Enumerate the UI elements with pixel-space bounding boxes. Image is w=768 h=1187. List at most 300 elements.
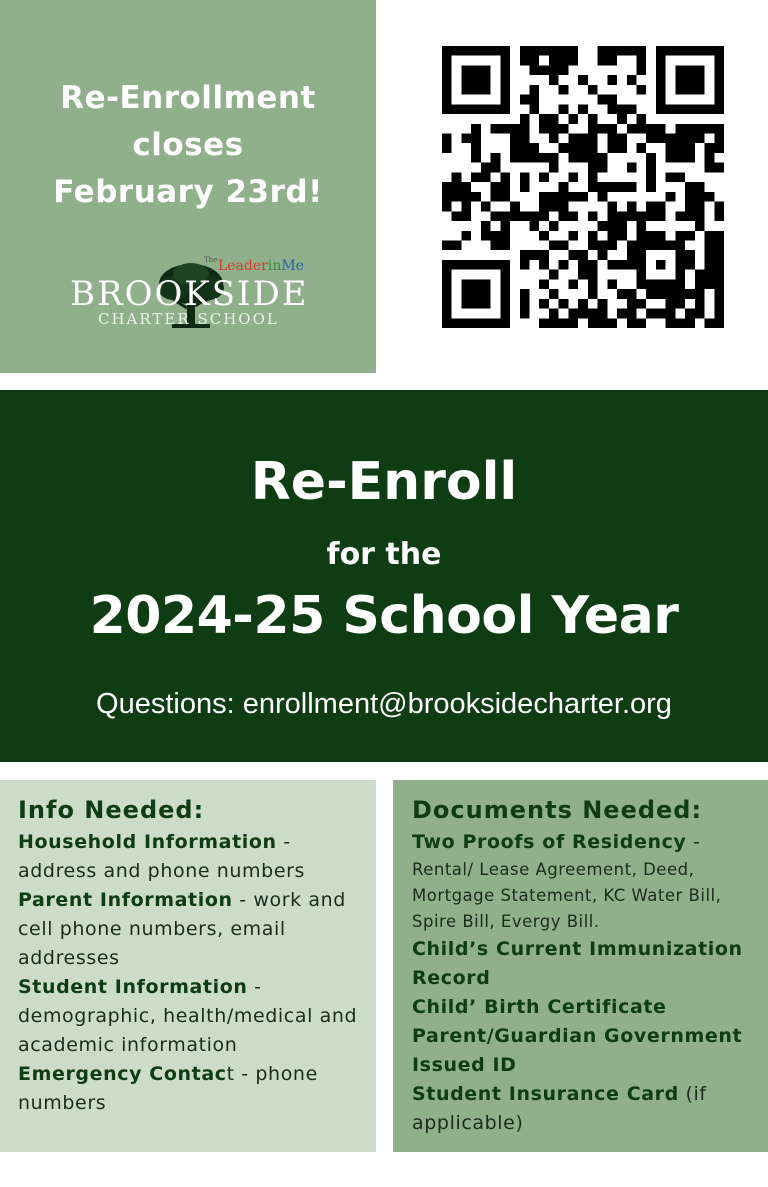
qr-module	[500, 46, 510, 56]
qr-module	[685, 153, 695, 163]
qr-module	[452, 192, 462, 202]
qr-module	[666, 289, 676, 299]
qr-module	[481, 46, 491, 56]
qr-module	[598, 318, 608, 328]
qr-module	[559, 104, 569, 114]
qr-module	[461, 134, 471, 144]
qr-module	[675, 172, 685, 182]
qr-module	[520, 124, 530, 134]
qr-module	[656, 289, 666, 299]
qr-module	[500, 318, 510, 328]
qr-module	[500, 65, 510, 75]
qr-module	[705, 153, 715, 163]
qr-module	[549, 124, 559, 134]
qr-module	[568, 231, 578, 241]
qr-module	[685, 124, 695, 134]
banner-school-year: 2024-25 School Year	[89, 586, 679, 646]
qr-module	[636, 250, 646, 260]
qr-module	[491, 46, 501, 56]
qr-module	[705, 46, 715, 56]
qr-module	[539, 318, 549, 328]
leader-in-me-tagline	[218, 258, 304, 274]
insurance-note: (if applicable)	[412, 1083, 707, 1134]
qr-module	[627, 124, 637, 134]
qr-module	[607, 104, 617, 114]
qr-module	[627, 182, 637, 192]
qr-module	[617, 231, 627, 241]
qr-module	[598, 153, 608, 163]
qr-module	[491, 163, 501, 173]
qr-module	[510, 211, 520, 221]
qr-module	[539, 211, 549, 221]
qr-module	[452, 104, 462, 114]
qr-module	[607, 202, 617, 212]
qr-module	[636, 240, 646, 250]
qr-module	[491, 260, 501, 270]
qr-module	[500, 85, 510, 95]
qr-module	[500, 124, 510, 134]
qr-module	[500, 75, 510, 85]
qr-module	[578, 270, 588, 280]
qr-module	[627, 163, 637, 173]
qr-module	[481, 75, 491, 85]
qr-module	[481, 221, 491, 231]
qr-module	[442, 318, 452, 328]
qr-module	[452, 182, 462, 192]
qr-module	[500, 104, 510, 114]
qr-module	[559, 143, 569, 153]
qr-module	[656, 134, 666, 144]
qr-module	[695, 75, 705, 85]
qr-module	[607, 95, 617, 105]
qr-module	[520, 260, 530, 270]
qr-module	[675, 240, 685, 250]
qr-module	[627, 289, 637, 299]
qr-module	[442, 299, 452, 309]
qr-module	[491, 104, 501, 114]
qr-module	[549, 221, 559, 231]
qr-module	[568, 114, 578, 124]
qr-module	[568, 279, 578, 289]
qr-module	[568, 309, 578, 319]
qr-module	[617, 114, 627, 124]
qr-module	[675, 231, 685, 241]
qr-module	[714, 309, 724, 319]
qr-module	[530, 85, 540, 95]
qr-module	[607, 279, 617, 289]
banner-title: Re-Enroll	[250, 452, 518, 512]
qr-module	[695, 289, 705, 299]
qr-module	[666, 134, 676, 144]
qr-module	[520, 56, 530, 66]
qr-module	[539, 46, 549, 56]
info-item-detail: - demographic, health/medical and academic information	[18, 976, 358, 1056]
qr-module	[646, 163, 656, 173]
qr-module	[675, 143, 685, 153]
qr-module	[578, 134, 588, 144]
qr-module	[452, 211, 462, 221]
logo-tagline-the: The	[204, 256, 218, 264]
qr-module	[442, 182, 452, 192]
qr-module	[695, 221, 705, 231]
qr-module	[714, 202, 724, 212]
qr-module	[666, 46, 676, 56]
qr-module	[530, 211, 540, 221]
qr-module	[520, 250, 530, 260]
qr-module	[442, 260, 452, 270]
qr-module	[588, 114, 598, 124]
qr-module	[656, 85, 666, 95]
qr-module	[520, 211, 530, 221]
qr-module	[461, 46, 471, 56]
qr-module	[617, 134, 627, 144]
qr-module	[520, 95, 530, 105]
qr-module	[714, 299, 724, 309]
qr-module	[471, 124, 481, 134]
qr-module	[675, 318, 685, 328]
qr-code[interactable]	[442, 46, 724, 328]
qr-module	[530, 65, 540, 75]
qr-module	[481, 65, 491, 75]
qr-module	[646, 279, 656, 289]
qr-module	[520, 309, 530, 319]
qr-module	[481, 104, 491, 114]
qr-module	[646, 289, 656, 299]
qr-module	[549, 134, 559, 144]
qr-module	[695, 104, 705, 114]
qr-module	[656, 211, 666, 221]
qr-module	[481, 289, 491, 299]
qr-module	[607, 221, 617, 231]
qr-module	[666, 299, 676, 309]
qr-module	[666, 172, 676, 182]
qr-module	[695, 124, 705, 134]
qr-module	[549, 153, 559, 163]
qr-module	[627, 75, 637, 85]
qr-module	[705, 240, 715, 250]
qr-module	[549, 65, 559, 75]
qr-module	[578, 192, 588, 202]
qr-module	[568, 172, 578, 182]
qr-module	[617, 289, 627, 299]
qr-module	[500, 260, 510, 270]
qr-module	[530, 153, 540, 163]
qr-module	[539, 260, 549, 270]
guardian-id-label: Parent/Guardian Government Issued ID	[412, 1025, 743, 1076]
logo-subname: CHARTER SCHOOL	[98, 310, 279, 328]
info-item-label: Student Information	[18, 976, 248, 998]
qr-module	[530, 46, 540, 56]
qr-module	[636, 143, 646, 153]
info-item	[18, 1060, 358, 1118]
qr-module	[627, 202, 637, 212]
info-item-label: Household Information	[18, 831, 277, 853]
qr-module	[481, 172, 491, 182]
qr-module	[471, 134, 481, 144]
qr-module	[500, 299, 510, 309]
qr-module	[636, 85, 646, 95]
qr-module	[685, 231, 695, 241]
qr-module	[675, 85, 685, 95]
qr-module	[500, 289, 510, 299]
qr-module	[617, 104, 627, 114]
residency-detail: Rental/ Lease Agreement, Deed, Mortgage Statement, KC Water Bill, Spire Bill, Evergy Bill.	[412, 860, 722, 931]
qr-module	[588, 134, 598, 144]
qr-module	[695, 211, 705, 221]
qr-module	[530, 95, 540, 105]
leader-in-me-word-2: in	[267, 258, 282, 274]
qr-module	[666, 309, 676, 319]
qr-module	[559, 65, 569, 75]
qr-module	[714, 240, 724, 250]
qr-module	[452, 318, 462, 328]
qr-module	[714, 104, 724, 114]
qr-module	[568, 211, 578, 221]
qr-module	[685, 211, 695, 221]
info-item-detail: - work and cell phone numbers, email addresses	[18, 889, 346, 969]
qr-module	[695, 192, 705, 202]
document-item-immunization	[412, 935, 750, 993]
qr-module	[559, 240, 569, 250]
qr-module	[705, 250, 715, 260]
qr-module	[559, 182, 569, 192]
qr-module	[588, 85, 598, 95]
qr-module	[607, 56, 617, 66]
qr-module	[578, 250, 588, 260]
residency-dash: -	[686, 831, 701, 853]
qr-module	[588, 289, 598, 299]
qr-module	[461, 182, 471, 192]
qr-module	[549, 192, 559, 202]
qr-module	[461, 104, 471, 114]
qr-module	[598, 299, 608, 309]
qr-module	[461, 75, 471, 85]
questions-contact: Questions: enrollment@brooksidecharter.org	[96, 688, 672, 720]
re-enroll-banner	[0, 390, 768, 762]
qr-module	[675, 279, 685, 289]
qr-module	[675, 134, 685, 144]
qr-module	[510, 153, 520, 163]
qr-module	[520, 153, 530, 163]
qr-module	[461, 279, 471, 289]
qr-module	[675, 153, 685, 163]
qr-module	[607, 231, 617, 241]
qr-module	[656, 202, 666, 212]
residency-label: Two Proofs of Residency	[412, 831, 687, 853]
qr-module	[607, 318, 617, 328]
qr-module	[685, 192, 695, 202]
qr-module	[442, 270, 452, 280]
qr-module	[705, 104, 715, 114]
qr-module	[627, 318, 637, 328]
qr-module	[646, 202, 656, 212]
qr-module	[636, 56, 646, 66]
qr-module	[675, 124, 685, 134]
qr-module	[471, 85, 481, 95]
document-item-residency	[412, 828, 750, 857]
qr-module	[481, 279, 491, 289]
qr-module	[705, 260, 715, 270]
qr-module	[714, 163, 724, 173]
info-item-detail: t - phone numbers	[18, 1063, 318, 1114]
qr-module	[646, 231, 656, 241]
qr-module	[705, 270, 715, 280]
qr-module	[588, 309, 598, 319]
qr-module	[675, 104, 685, 114]
closing-notice-line-3: February 23rd!	[53, 174, 323, 210]
qr-module	[588, 240, 598, 250]
qr-module	[549, 309, 559, 319]
qr-module	[646, 240, 656, 250]
qr-module	[675, 75, 685, 85]
qr-module	[442, 134, 452, 144]
qr-module	[578, 260, 588, 270]
qr-module	[491, 124, 501, 134]
qr-module	[598, 124, 608, 134]
qr-module	[481, 85, 491, 95]
document-item-birth-certificate	[412, 993, 750, 1022]
qr-module	[559, 260, 569, 270]
qr-module	[539, 231, 549, 241]
qr-module	[588, 124, 598, 134]
qr-module	[617, 143, 627, 153]
qr-module	[695, 134, 705, 144]
qr-module	[471, 143, 481, 153]
qr-module	[442, 143, 452, 153]
qr-module	[471, 75, 481, 85]
qr-module	[539, 124, 549, 134]
qr-module	[442, 104, 452, 114]
qr-module	[442, 46, 452, 56]
qr-module	[452, 260, 462, 270]
qr-module	[598, 240, 608, 250]
qr-module	[471, 104, 481, 114]
qr-module	[461, 85, 471, 95]
qr-module	[452, 240, 462, 250]
qr-module	[568, 56, 578, 66]
qr-module	[617, 211, 627, 221]
qr-module	[685, 65, 695, 75]
qr-module	[461, 289, 471, 299]
qr-module	[656, 104, 666, 114]
qr-module	[627, 211, 637, 221]
qr-module	[442, 279, 452, 289]
qr-module	[646, 134, 656, 144]
qr-module	[471, 153, 481, 163]
qr-module	[636, 231, 646, 241]
qr-module	[666, 192, 676, 202]
qr-module	[442, 202, 452, 212]
qr-module	[705, 192, 715, 202]
qr-module	[656, 95, 666, 105]
qr-module	[578, 153, 588, 163]
qr-module	[636, 114, 646, 124]
qr-module	[636, 299, 646, 309]
qr-module	[598, 192, 608, 202]
qr-module	[461, 231, 471, 241]
qr-module	[685, 143, 695, 153]
qr-module	[685, 318, 695, 328]
qr-module	[578, 309, 588, 319]
qr-module	[539, 114, 549, 124]
qr-module	[617, 46, 627, 56]
qr-module	[500, 182, 510, 192]
qr-module	[685, 289, 695, 299]
qr-module	[500, 95, 510, 105]
qr-module	[568, 250, 578, 260]
qr-module	[461, 299, 471, 309]
qr-module	[607, 260, 617, 270]
qr-module	[636, 260, 646, 270]
qr-module	[695, 279, 705, 289]
qr-module	[500, 211, 510, 221]
qr-module	[598, 46, 608, 56]
qr-module	[588, 279, 598, 289]
qr-module	[617, 182, 627, 192]
qr-module	[666, 143, 676, 153]
qr-module	[714, 260, 724, 270]
qr-module	[549, 270, 559, 280]
document-item-insurance	[412, 1080, 750, 1138]
qr-module	[530, 104, 540, 114]
qr-module	[510, 134, 520, 144]
qr-module	[714, 95, 724, 105]
qr-module	[481, 318, 491, 328]
qr-module	[530, 56, 540, 66]
qr-module	[675, 299, 685, 309]
qr-module	[666, 153, 676, 163]
qr-module	[549, 56, 559, 66]
qr-module	[714, 231, 724, 241]
qr-module	[714, 250, 724, 260]
qr-module	[471, 299, 481, 309]
qr-module	[685, 104, 695, 114]
qr-module	[666, 318, 676, 328]
qr-module	[520, 134, 530, 144]
qr-module	[442, 75, 452, 85]
qr-module	[578, 143, 588, 153]
qr-module	[510, 202, 520, 212]
qr-module	[568, 318, 578, 328]
qr-module	[520, 172, 530, 182]
qr-module	[714, 134, 724, 144]
qr-module	[705, 124, 715, 134]
banner-subtitle: for the	[326, 537, 442, 572]
qr-module	[471, 318, 481, 328]
qr-module	[636, 211, 646, 221]
qr-module	[705, 318, 715, 328]
qr-module	[500, 240, 510, 250]
qr-module	[539, 299, 549, 309]
qr-module	[598, 309, 608, 319]
info-needed-title: Info Needed:	[18, 796, 205, 824]
qr-module	[461, 260, 471, 270]
logo-name: BROOKSIDE	[70, 274, 309, 314]
qr-module	[636, 65, 646, 75]
qr-module	[656, 46, 666, 56]
qr-module	[714, 318, 724, 328]
qr-module	[695, 299, 705, 309]
qr-module	[549, 289, 559, 299]
qr-module	[471, 65, 481, 75]
qr-module	[530, 143, 540, 153]
immunization-label: Child’s Current Immunization Record	[412, 938, 743, 989]
qr-module	[539, 279, 549, 289]
qr-module	[646, 182, 656, 192]
qr-module	[617, 260, 627, 270]
qr-module	[520, 299, 530, 309]
qr-module	[559, 192, 569, 202]
